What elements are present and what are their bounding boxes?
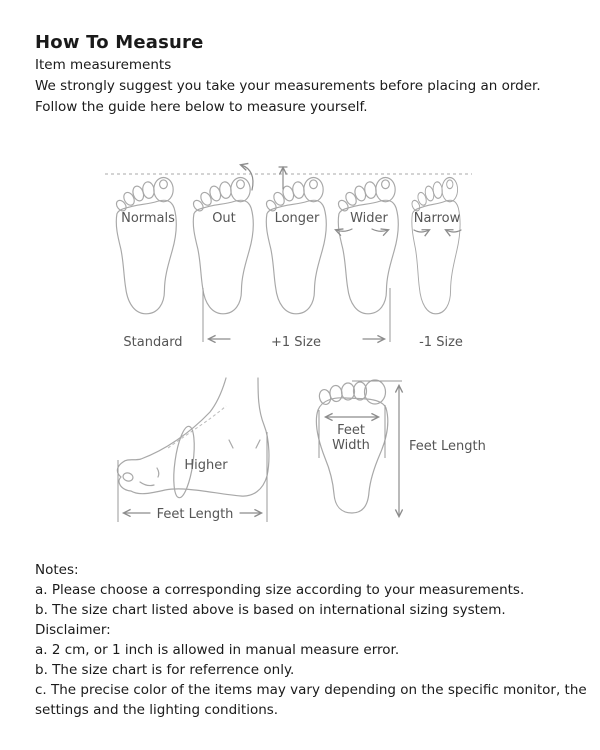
narrow-right-arrow-icon [414, 230, 429, 232]
foot-types-diagram [0, 160, 600, 360]
width-label-line1: Feet [337, 423, 365, 438]
foot-label-wider: Wider [350, 211, 388, 226]
foot-narrow [410, 177, 460, 313]
intro-line-1: We strongly suggest you take your measurements before placing an order. [35, 78, 541, 94]
notes-line: c. The precise color of the items may vary depending on the specific monitor, the settings and the lighting conditions. [35, 682, 587, 718]
ankle-tick-right [256, 440, 260, 448]
intro-text [35, 76, 541, 117]
narrow-left-arrow-icon [446, 230, 461, 232]
notes-section [35, 560, 597, 720]
foot-label-normals: Normals [121, 211, 175, 226]
notes-line: a. Please choose a corresponding size according to your measurements. [35, 582, 525, 598]
foot-label-out: Out [212, 211, 236, 226]
side-view-foot-sketch [117, 378, 269, 499]
notes-line: b. The size chart is for referrence only. [35, 662, 295, 678]
wider-right-arrow-icon [372, 229, 388, 231]
ankle-tick-left [229, 440, 233, 448]
page-title: How To Measure [35, 32, 204, 53]
foot-wider [336, 177, 398, 313]
foot-normals [114, 177, 176, 313]
width-label-line2: Width [332, 438, 370, 453]
notes-heading: Notes: [35, 562, 79, 578]
foot-label-longer: Longer [274, 211, 320, 226]
size-label-standard: Standard [123, 335, 183, 350]
foot-longer [264, 177, 326, 313]
top-view-length-label: Feet Length [409, 439, 486, 454]
intro-line-2: Follow the guide here below to measure yourself. [35, 98, 368, 115]
foot-out [191, 177, 253, 313]
subtitle: Item measurements [35, 57, 172, 73]
measurement-diagram [0, 370, 600, 550]
notes-line: a. 2 cm, or 1 inch is allowed in manual measure error. [35, 642, 400, 658]
foot-label-narrow: Narrow [413, 211, 461, 226]
size-label-minus-one: -1 Size [419, 335, 463, 350]
side-view-length-label: Feet Length [156, 507, 234, 522]
big-toe-nail [122, 472, 134, 482]
notes-line: b. The size chart listed above is based on international sizing system. [35, 602, 506, 618]
size-label-plus-one: +1 Size [271, 335, 321, 350]
disclaimer-heading: Disclaimer: [35, 622, 111, 638]
instep-height-label: Higher [184, 458, 228, 473]
